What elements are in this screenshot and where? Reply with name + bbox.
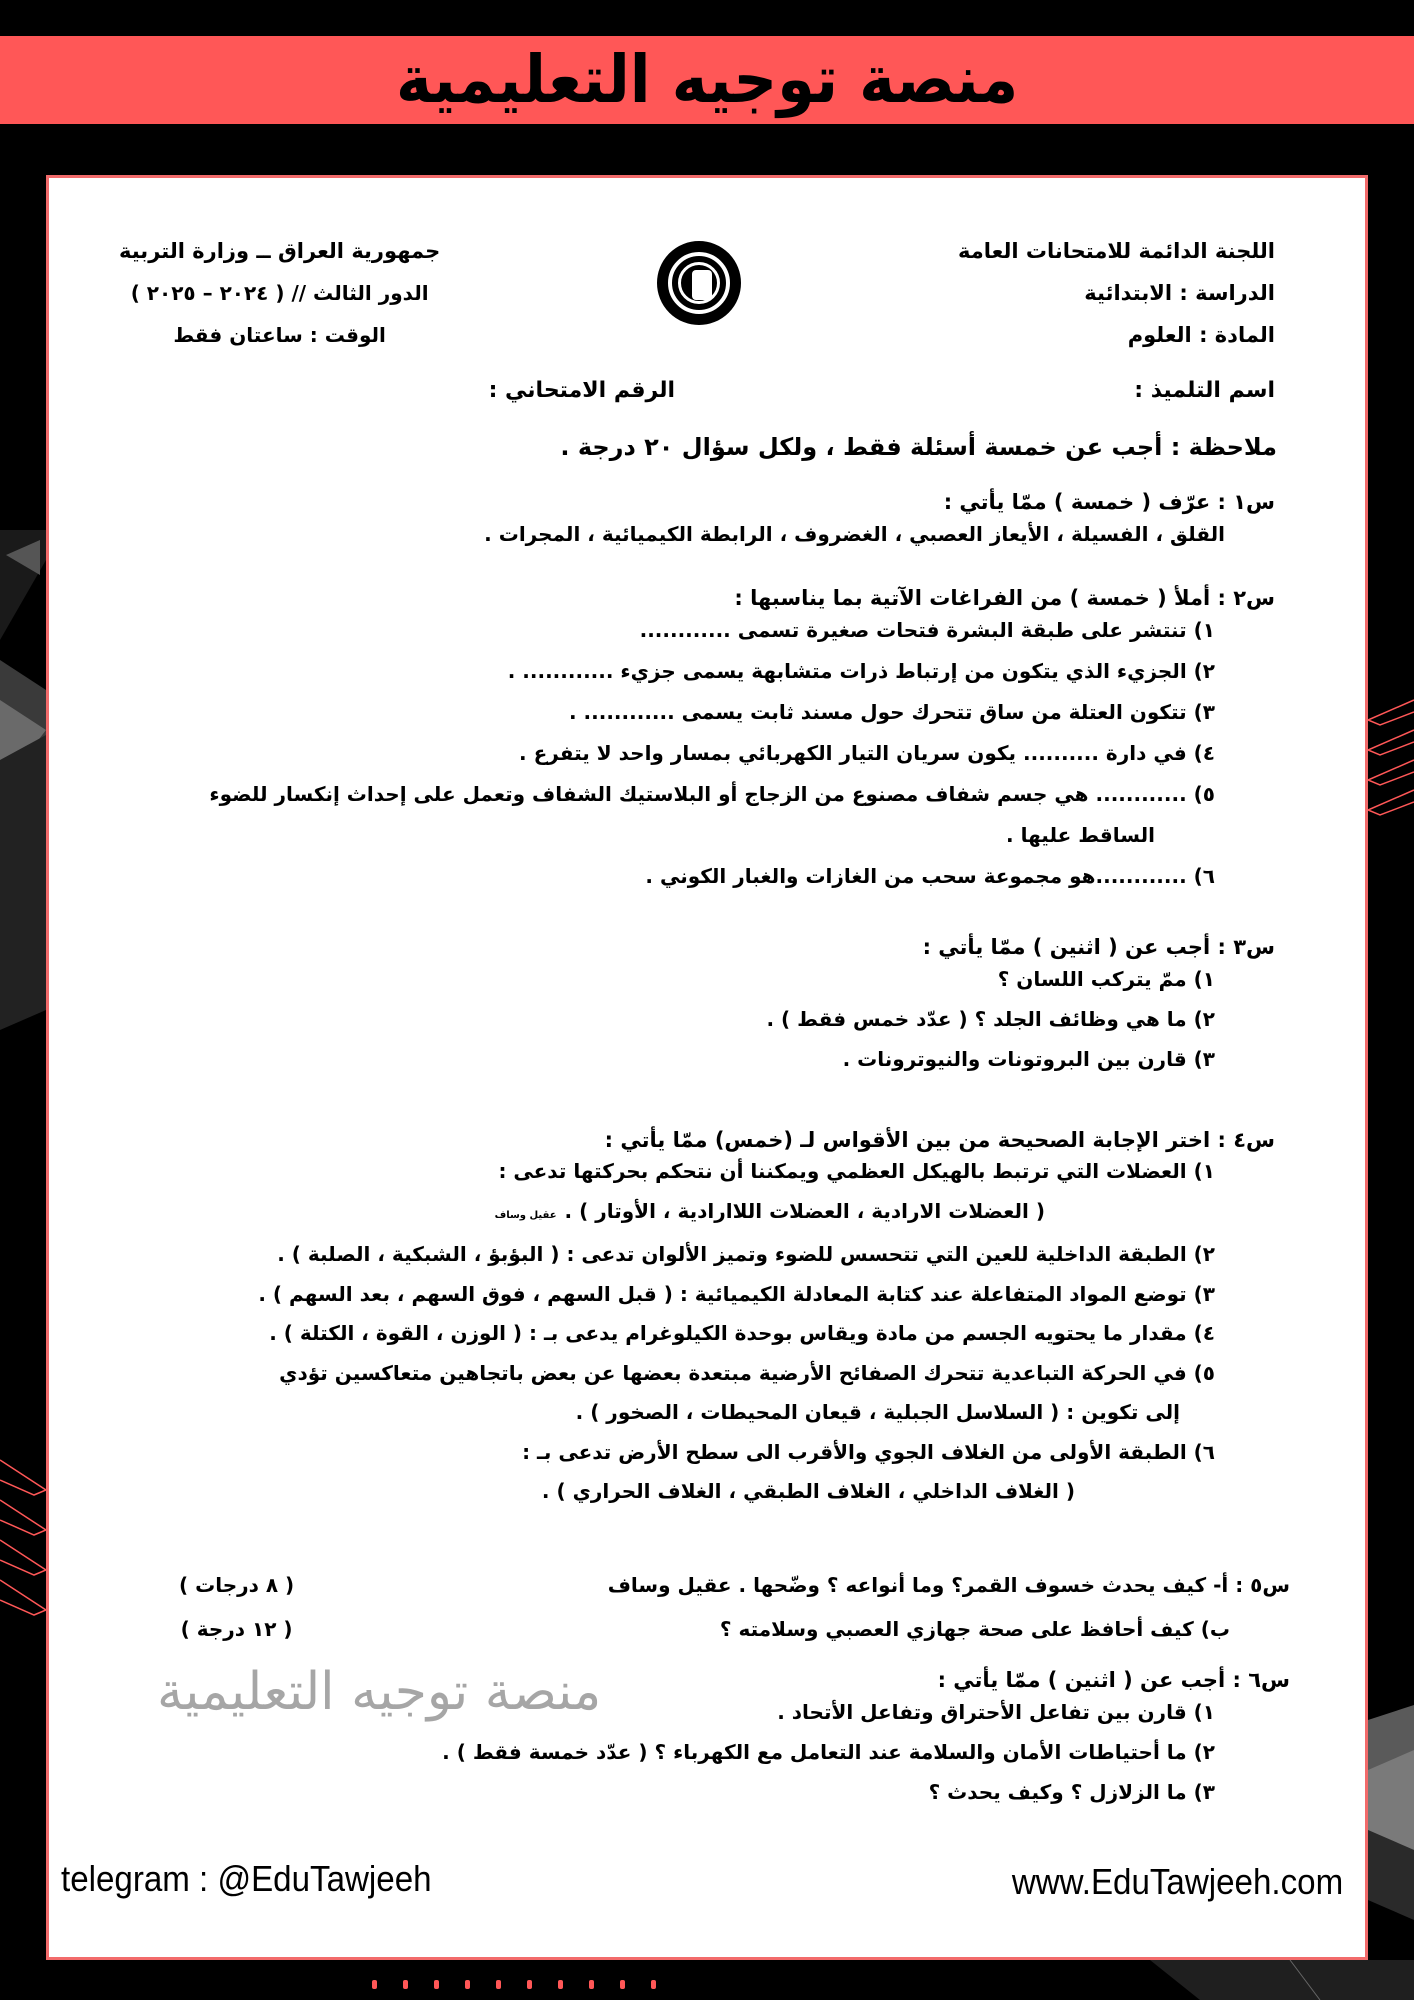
question-item: ٥) في الحركة التباعدية تتحرك الصفائح الأرضية مبتعدة بعضها عن بعض باتجاهين متعاكسين تؤدي <box>279 1360 1215 1385</box>
ministry-seal-icon <box>657 241 741 325</box>
question-title: س٦ : أجب عن ( اثنين ) ممّا يأتي : <box>937 1668 1290 1692</box>
question-item: ٣) قارن بين البروتونات والنيوترونات . <box>842 1047 1215 1071</box>
handwritten-note: عقيل وساف <box>494 1209 557 1221</box>
question-item-continuation: إلى تكوين : ( السلاسل الجبلية ، قيعان المحيطات ، الصخور ) . <box>575 1400 1180 1424</box>
question-item-continuation: الساقط عليها . <box>1006 823 1155 847</box>
question-6 <box>442 1668 1290 1812</box>
question-3 <box>766 935 1275 1079</box>
exam-note: ملاحظة : أجب عن خمسة أسئلة فقط ، ولكل سؤال ٢٠ درجة . <box>560 433 1277 461</box>
marks-part-a: ( ٨ درجات ) <box>179 1573 295 1597</box>
question-options <box>258 1192 1275 1236</box>
question-item: ٢) ما هي وظائف الجلد ؟ ( عدّد خمس فقط ) . <box>766 1007 1215 1031</box>
question-item: ٢) الطبقة الداخلية للعين التي تتحسس للضوء وتميز الألوان تدعى : ( البؤبؤ ، الشبكية ، الصلبة ) . <box>277 1242 1215 1266</box>
question-item: ٢) الجزيء الذي يتكون من إرتباط ذرات متشابهة يسمى جزيء ............ . <box>507 659 1215 683</box>
question-item: ٣) توضع المواد المتفاعلة عند كتابة المعادلة الكيميائية : ( قبل السهم ، فوق السهم ، بعد السهم ) . <box>258 1281 1215 1306</box>
question-title: س٤ : اختر الإجابة الصحيحة من بين الأقواس لـ (خمس) ممّا يأتي : <box>604 1128 1275 1152</box>
top-banner <box>0 36 1414 124</box>
question-item: ٦) الطبقة الأولى من الغلاف الجوي والأقرب الى سطح الأرض تدعى بـ : <box>522 1439 1215 1464</box>
options-text: ( العضلات الارادية ، العضلات اللاارادية ، الأوتار ) . <box>564 1198 1045 1223</box>
question-4 <box>258 1128 1275 1512</box>
question-item: ١) تنتشر على طبقة البشرة فتحات صغيرة تسمى ............ <box>639 618 1215 642</box>
banner-title: منصة توجيه التعليمية <box>395 41 1019 118</box>
question-terms: القلق ، الفسيلة ، الأيعاز العصبي ، الغضروف ، الرابطة الكيميائية ، المجرات . <box>484 522 1225 546</box>
committee-name: اللجنة الدائمة للامتحانات العامة <box>958 239 1275 263</box>
header-ministry-block <box>119 230 440 356</box>
question-title: س٣ : أجب عن ( اثنين ) ممّا يأتي : <box>922 935 1275 959</box>
question-item: ١) ممّ يتركب اللسان ؟ <box>997 967 1215 991</box>
question-title: س٢ : أملأ ( خمسة ) من الفراغات الآتية بما يناسبها : <box>734 586 1275 610</box>
question-5 <box>608 1563 1290 1651</box>
telegram-link[interactable]: telegram : @EduTawjeeh <box>61 1858 432 1899</box>
exam-paper <box>46 175 1368 1960</box>
decorative-dots <box>372 1980 656 1989</box>
question-item: ٢) ما أحتياطات الأمان والسلامة عند التعامل مع الكهرباء ؟ ( عدّد خمسة فقط ) . <box>442 1740 1215 1764</box>
watermark: منصة توجيه التعليمية <box>157 1662 602 1722</box>
question-1 <box>484 490 1275 554</box>
question-item: ٤) مقدار ما يحتويه الجسم من مادة ويقاس بوحدة الكيلوغرام يدعى بـ : ( الوزن ، القوة ، الكتلة ) . <box>269 1321 1215 1345</box>
subject: المادة : العلوم <box>1127 323 1275 347</box>
question-item: ٣) تتكون العتلة من ساق تتحرك حول مسند ثابت يسمى ............ . <box>568 700 1215 724</box>
exam-number-label: الرقم الامتحاني : <box>488 378 675 403</box>
exam-round: الدور الثالث // ( ٢٠٢٤ – ٢٠٢٥ ) <box>130 281 429 305</box>
exam-time: الوقت : ساعتان فقط <box>173 323 386 347</box>
question-part-a: س٥ : أ- كيف يحدث خسوف القمر؟ وما أنواعه ؟ وضّحها . عقيل وساف <box>607 1573 1290 1597</box>
ministry-name: جمهورية العراق ــ وزارة التربية <box>119 239 441 263</box>
question-item: ٦) ............هو مجموعة سحب من الغازات والغبار الكوني . <box>645 864 1215 888</box>
question-item: ١) العضلات التي ترتبط بالهيكل العظمي ويمكننا أن نتحكم بحركتها تدعى : <box>498 1159 1215 1183</box>
study-level: الدراسة : الابتدائية <box>1084 281 1275 305</box>
student-name-label: اسم التلميذ : <box>1134 378 1275 403</box>
question-item: ٣) ما الزلازل ؟ وكيف يحدث ؟ <box>928 1780 1215 1804</box>
question-item: ٥) ............ هي جسم شفاف مصنوع من الزجاج أو البلاستيك الشفاف وتعمل على إحداث إنكسار للضوء <box>209 782 1215 806</box>
header-committee-block <box>958 230 1275 356</box>
website-link[interactable]: www.EduTawjeeh.com <box>1011 1861 1343 1902</box>
question-options: ( الغلاف الداخلي ، الغلاف الطبقي ، الغلاف الحراري ) . <box>541 1479 1075 1503</box>
question-2 <box>209 586 1275 897</box>
question-item: ٤) في دارة .......... يكون سريان التيار الكهربائي بمسار واحد لا يتفرع . <box>519 741 1215 765</box>
question-5-marks <box>179 1563 294 1651</box>
question-part-b: ب) كيف أحافظ على صحة جهازي العصبي وسلامته ؟ <box>719 1617 1230 1641</box>
question-item: ١) قارن بين تفاعل الأحتراق وتفاعل الأتحاد . <box>777 1700 1215 1724</box>
question-title: س١ : عرّف ( خمسة ) ممّا يأتي : <box>943 490 1275 514</box>
marks-part-b: ( ١٢ درجة ) <box>180 1617 293 1641</box>
